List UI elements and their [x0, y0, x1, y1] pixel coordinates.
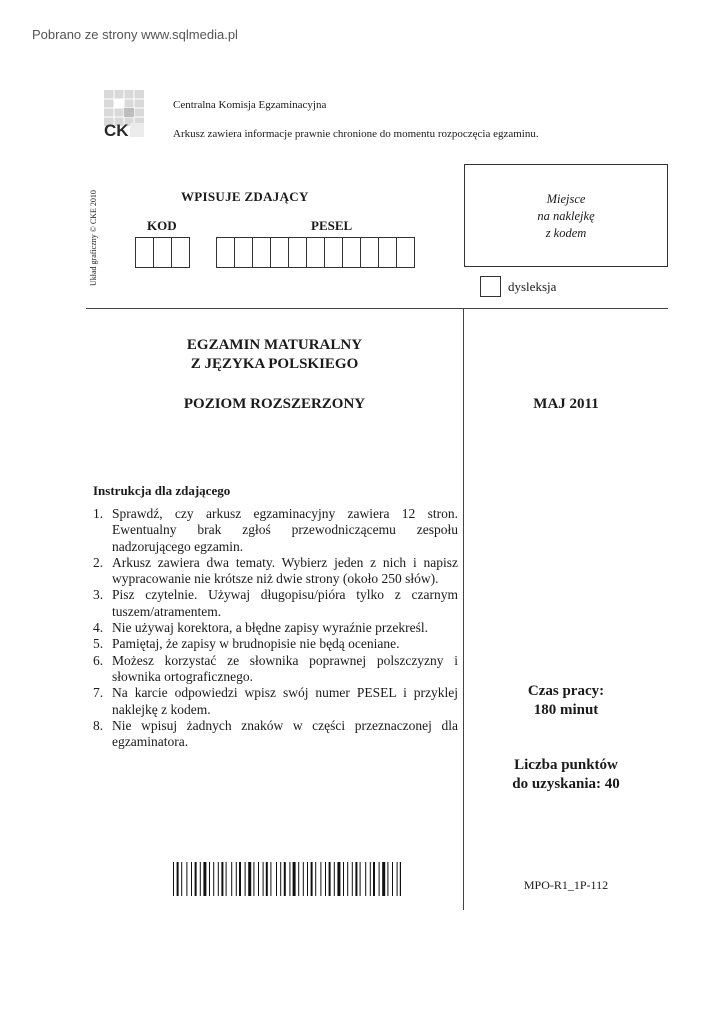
instruction-number: 2.: [93, 554, 104, 570]
barcode-bar: [303, 862, 304, 896]
instruction-number: 7.: [93, 685, 104, 701]
barcode-bar: [315, 862, 316, 896]
barcode-bar: [382, 862, 385, 896]
pesel-digit-box[interactable]: [270, 237, 289, 268]
barcode-bar: [245, 862, 246, 896]
sticker-line-2: na naklejkę: [537, 209, 595, 223]
barcode-bar: [253, 862, 254, 896]
pesel-digit-box[interactable]: [306, 237, 325, 268]
points-value: do uzyskania: 40: [512, 776, 620, 792]
kod-digit-box[interactable]: [153, 237, 172, 268]
barcode-bar: [360, 862, 361, 896]
pesel-digit-box[interactable]: [288, 237, 307, 268]
institution-name: Centralna Komisja Egzaminacyjna: [173, 99, 327, 111]
barcode-bar: [293, 862, 296, 896]
pesel-digit-box[interactable]: [324, 237, 343, 268]
exam-level: POZIOM ROZSZERZONY: [183, 396, 366, 412]
kod-label: KOD: [147, 218, 177, 233]
instruction-text: Nie używaj korektora, a błędne zapisy wyraźnie przekreśl.: [112, 620, 428, 636]
kod-field[interactable]: [135, 237, 189, 268]
dyslexia-label: dysleksja: [508, 279, 557, 294]
barcode-bar: [266, 862, 268, 896]
barcode-bar: [298, 862, 299, 896]
protection-notice: Arkusz zawiera informacje prawnie chronione do momentu rozpoczęcia egzaminu.: [173, 128, 539, 140]
barcode-bar: [173, 862, 174, 896]
sticker-line-1: Miejsce: [546, 192, 586, 206]
graphic-layout-note: [89, 168, 101, 286]
barcode-bar: [392, 862, 393, 896]
instruction-item: [93, 555, 458, 588]
instruction-item: [93, 653, 458, 686]
barcode-bar: [347, 862, 348, 896]
time-value: 180 minut: [533, 702, 599, 718]
pesel-label: PESEL: [311, 218, 353, 233]
barcode-bar: [181, 862, 182, 896]
barcode-bar: [329, 862, 331, 896]
barcode-bar: [397, 862, 398, 896]
barcode-bar: [373, 862, 375, 896]
dyslexia-checkbox[interactable]: [480, 276, 501, 297]
barcode-bar: [226, 862, 227, 896]
barcode-bar: [200, 862, 201, 896]
barcode-bar: [213, 862, 214, 896]
horizontal-divider: [86, 308, 668, 309]
barcode-bar: [270, 862, 271, 896]
barcode-bar: [195, 862, 197, 896]
barcode-bar: [239, 862, 241, 896]
instruction-item: [93, 587, 458, 620]
barcode-bar: [289, 862, 290, 896]
instruction-number: 6.: [93, 652, 104, 668]
barcode-bar: [263, 862, 264, 896]
barcode-bar: [231, 862, 232, 896]
instruction-number: 8.: [93, 717, 104, 733]
barcode-bar: [325, 862, 326, 896]
barcode-bar: [311, 862, 313, 896]
pesel-digit-box[interactable]: [252, 237, 271, 268]
barcode-bar: [236, 862, 237, 896]
candidate-heading: WPISUJE ZDAJĄCY: [181, 189, 309, 204]
barcode-bar: [276, 862, 277, 896]
barcode-bar: [355, 862, 357, 896]
exam-date: MAJ 2011: [533, 396, 599, 412]
instruction-text: Pisz czytelnie. Używaj długopisu/pióra tylko z czarnym tuszem/atramentem.: [112, 587, 458, 619]
barcode-bar: [258, 862, 259, 896]
barcode-bar: [221, 862, 223, 896]
barcode-bar: [337, 862, 340, 896]
points-label: Liczba punktów: [514, 757, 618, 773]
barcode: [173, 862, 401, 896]
instruction-text: Nie wpisuj żadnych znaków w części przeznaczonej dla egzaminatora.: [112, 717, 458, 750]
exam-code: MPO-R1_1P-112: [523, 878, 609, 892]
svg-text:CK: CK: [104, 121, 129, 140]
barcode-bar: [320, 862, 321, 896]
exam-title-line-1: EGZAMIN MATURALNY: [186, 337, 363, 353]
sticker-placeholder: [464, 164, 668, 267]
instruction-text: Arkusz zawiera dwa tematy. Wybierz jeden z nich i napisz wypracowanie nie krótsze niż dwie strony (około 250 słów).: [112, 554, 458, 587]
pesel-digit-box[interactable]: [360, 237, 379, 268]
barcode-bar: [379, 862, 380, 896]
barcode-bar: [177, 862, 179, 896]
instruction-item: [93, 620, 458, 636]
exam-title-line-2: Z JĘZYKA POLSKIEGO: [190, 356, 359, 372]
barcode-bar: [307, 862, 308, 896]
instruction-item: [93, 506, 458, 555]
instruction-number: 5.: [93, 636, 104, 652]
barcode-bar: [186, 862, 187, 896]
barcode-bar: [370, 862, 371, 896]
instruction-item: [93, 685, 458, 718]
instruction-number: 4.: [93, 620, 104, 636]
barcode-bar: [343, 862, 344, 896]
barcode-bar: [352, 862, 353, 896]
instruction-number: 3.: [93, 587, 104, 603]
barcode-bar: [218, 862, 219, 896]
pesel-digit-box[interactable]: [396, 237, 415, 268]
instructions-list: [93, 506, 458, 750]
barcode-bar: [209, 862, 210, 896]
barcode-bar: [248, 862, 251, 896]
kod-digit-box[interactable]: [135, 237, 154, 268]
instruction-item: [93, 636, 458, 652]
copyright-text: Układ graficzny © CKE 2010: [89, 190, 98, 286]
pesel-digit-box[interactable]: [234, 237, 253, 268]
instruction-text: Na karcie odpowiedzi wpisz swój numer PESEL i przyklej naklejkę z kodem.: [112, 685, 458, 717]
barcode-bar: [387, 862, 388, 896]
instruction-text: Sprawdź, czy arkusz egzaminacyjny zawiera 12 stron. Ewentualny brak zgłoś przewodniczącemu zespołu nadzorującego egzamin.: [112, 506, 458, 554]
instruction-text: Pamiętaj, że zapisy w brudnopisie nie będą oceniane.: [112, 636, 400, 652]
barcode-bar: [284, 862, 286, 896]
barcode-bar: [280, 862, 281, 896]
instruction-item: [93, 718, 458, 751]
time-label: Czas pracy:: [527, 683, 605, 699]
instruction-text: Możesz korzystać ze słownika poprawnej polszczyzny i słownika ortograficznego.: [112, 652, 458, 684]
instruction-number: 1.: [93, 506, 104, 521]
sticker-line-3: z kodem: [545, 226, 587, 240]
pesel-digit-box[interactable]: [378, 237, 397, 268]
barcode-bar: [203, 862, 206, 896]
barcode-bar: [365, 862, 366, 896]
barcode-bar: [191, 862, 192, 896]
kod-digit-box[interactable]: [171, 237, 190, 268]
barcode-bar: [334, 862, 335, 896]
pesel-field[interactable]: [216, 237, 414, 268]
pesel-digit-box[interactable]: [216, 237, 235, 268]
cke-logo: [100, 88, 148, 142]
pesel-digit-box[interactable]: [342, 237, 361, 268]
source-note: Pobrano ze strony www.sqlmedia.pl: [32, 27, 238, 42]
barcode-bar: [400, 862, 401, 896]
instructions-heading: Instrukcja dla zdającego: [93, 483, 231, 498]
